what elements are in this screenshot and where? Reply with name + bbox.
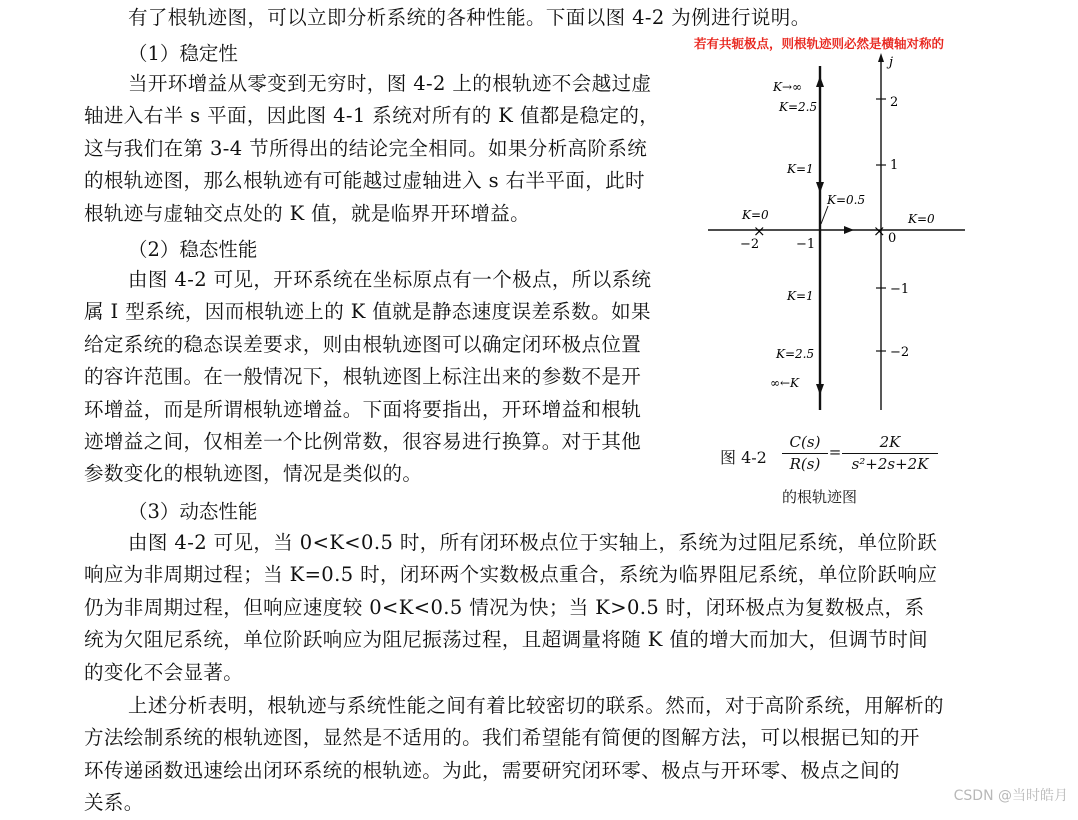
csdn-watermark: CSDN @当时皓月 bbox=[953, 788, 1068, 804]
text-line: 的容许范围。在一般情况下，根轨迹图上标注出来的参数不是开 bbox=[84, 365, 642, 389]
text-line: 的根轨迹图，那么根轨迹有可能越过虚轴进入 s 右半平面，此时 bbox=[84, 169, 645, 193]
tick-label-im-2: 2 bbox=[890, 95, 899, 110]
text-line: 仍为非周期过程，但响应速度较 0<K<0.5 情况为快；当 K>0.5 时，闭环极点为复数极点，系 bbox=[84, 595, 925, 619]
text-line: 响应为非周期过程；当 K=0.5 时，闭环两个实数极点重合，系统为临界阻尼系统，单位阶跃响应 bbox=[84, 563, 938, 587]
heading-stability: （1）稳定性 bbox=[128, 42, 238, 65]
tf-lhs-denominator: R(s) bbox=[789, 455, 821, 473]
tick-label-im-neg2: −2 bbox=[890, 345, 910, 360]
steady-state-paragraph bbox=[84, 264, 651, 491]
tf-lhs-numerator: C(s) bbox=[789, 433, 821, 451]
figure-title: 的根轨迹图 bbox=[782, 488, 858, 506]
text-line: 根轨迹与虚轴交点处的 K 值，就是临界开环增益。 bbox=[84, 201, 531, 225]
tick-label-re-neg2: −2 bbox=[740, 237, 760, 252]
locus-arrow-down bbox=[816, 384, 824, 395]
tf-rhs-fraction-bar bbox=[842, 453, 938, 454]
tick-label-re-0: 0 bbox=[888, 231, 897, 246]
k-label-inf-top: K→∞ bbox=[773, 80, 803, 94]
pole-marker-origin: × bbox=[873, 222, 886, 240]
text-line: 的变化不会显著。 bbox=[84, 660, 244, 684]
text-line: 上述分析表明，根轨迹与系统性能之间有着比较密切的联系。然而，对于高阶系统，用解析的 bbox=[128, 694, 944, 717]
k-label-1-top: K=1 bbox=[787, 162, 814, 176]
k-label-25-top: K=2.5 bbox=[779, 100, 818, 114]
text-line: 这与我们在第 3-4 节所得出的结论完全相同。如果分析高阶系统 bbox=[84, 136, 648, 160]
stability-paragraph bbox=[84, 68, 659, 230]
pole-marker-left: × bbox=[753, 222, 766, 240]
heading-steady-state: （2）稳态性能 bbox=[128, 238, 258, 261]
text-line: 当开环增益从零变到无穷时，图 4-2 上的根轨迹不会越过虚 bbox=[128, 72, 652, 95]
text-line: 方法绘制系统的根轨迹图，显然是不适用的。我们希望能有简便的图解方法，可以根据已知的开 bbox=[84, 726, 920, 750]
k-label-inf-bottom: ∞←K bbox=[770, 376, 800, 390]
summary-paragraph bbox=[84, 690, 944, 820]
k-label-0-right: K=0 bbox=[908, 212, 935, 226]
tf-lhs-fraction-bar bbox=[782, 453, 828, 454]
tf-equals: = bbox=[828, 443, 842, 461]
intro-line: 有了根轨迹图，可以立即分析系统的各种性能。下面以图 4-2 为例进行说明。 bbox=[128, 6, 811, 29]
text-line: 由图 4-2 可见，开环系统在坐标原点有一个极点，所以系统 bbox=[128, 268, 652, 291]
red-annotation: 若有共轭极点，则根轨迹则必然是横轴对称的 bbox=[694, 36, 945, 51]
text-line: 环增益，而是所谓根轨迹增益。下面将要指出，开环增益和根轨 bbox=[84, 397, 642, 421]
text-line: 属 I 型系统，因而根轨迹上的 K 值就是静态速度误差系数。如果 bbox=[84, 300, 651, 324]
locus-arrow-up-mid bbox=[816, 182, 824, 193]
text-line: 由图 4-2 可见，当 0<K<0.5 时，所有闭环极点位于实轴上，系统为过阻尼系统，单位阶跃 bbox=[128, 531, 938, 554]
tf-rhs-numerator: 2K bbox=[879, 433, 901, 451]
locus-arrow-right bbox=[844, 226, 854, 234]
imaginary-axis-arrow bbox=[878, 53, 884, 62]
tf-rhs-denominator: s²+2s+2K bbox=[851, 455, 929, 473]
text-line: 给定系统的稳态误差要求，则由根轨迹图可以确定闭环极点位置 bbox=[84, 332, 642, 356]
locus-arrow-up bbox=[816, 76, 824, 87]
k-label-0-left: K=0 bbox=[742, 208, 769, 222]
text-line: 参数变化的根轨迹图，情况是类似的。 bbox=[84, 462, 423, 486]
dynamic-paragraph bbox=[84, 527, 937, 689]
heading-dynamic: （3）动态性能 bbox=[128, 500, 258, 523]
k-label-25-bottom: K=2.5 bbox=[776, 347, 815, 361]
text-line: 环传递函数迅速绘出闭环系统的根轨迹。为此，需要研究闭环零、极点与开环零、极点之间的 bbox=[84, 758, 900, 782]
text-line: 关系。 bbox=[84, 791, 144, 815]
tick-label-im-neg1: −1 bbox=[890, 282, 910, 297]
axis-label-j: j bbox=[889, 55, 894, 70]
text-line: 统为欠阻尼系统，单位阶跃响应为阻尼振荡过程，且超调量将随 K 值的增大而加大，但调节时间 bbox=[84, 628, 929, 652]
k-label-05: K=0.5 bbox=[827, 193, 866, 207]
k05-pointer bbox=[821, 206, 828, 224]
root-locus-figure bbox=[700, 48, 975, 418]
tick-label-im-1: 1 bbox=[890, 158, 899, 173]
tick-label-re-neg1: −1 bbox=[796, 237, 816, 252]
figure-number: 图 4-2 bbox=[720, 448, 767, 467]
text-line: 轴进入右半 s 平面，因此图 4-1 系统对所有的 K 值都是稳定的， bbox=[84, 104, 660, 128]
k-label-1-bottom: K=1 bbox=[787, 289, 814, 303]
text-line: 迹增益之间，仅相差一个比例常数，很容易进行换算。对于其他 bbox=[84, 430, 642, 454]
